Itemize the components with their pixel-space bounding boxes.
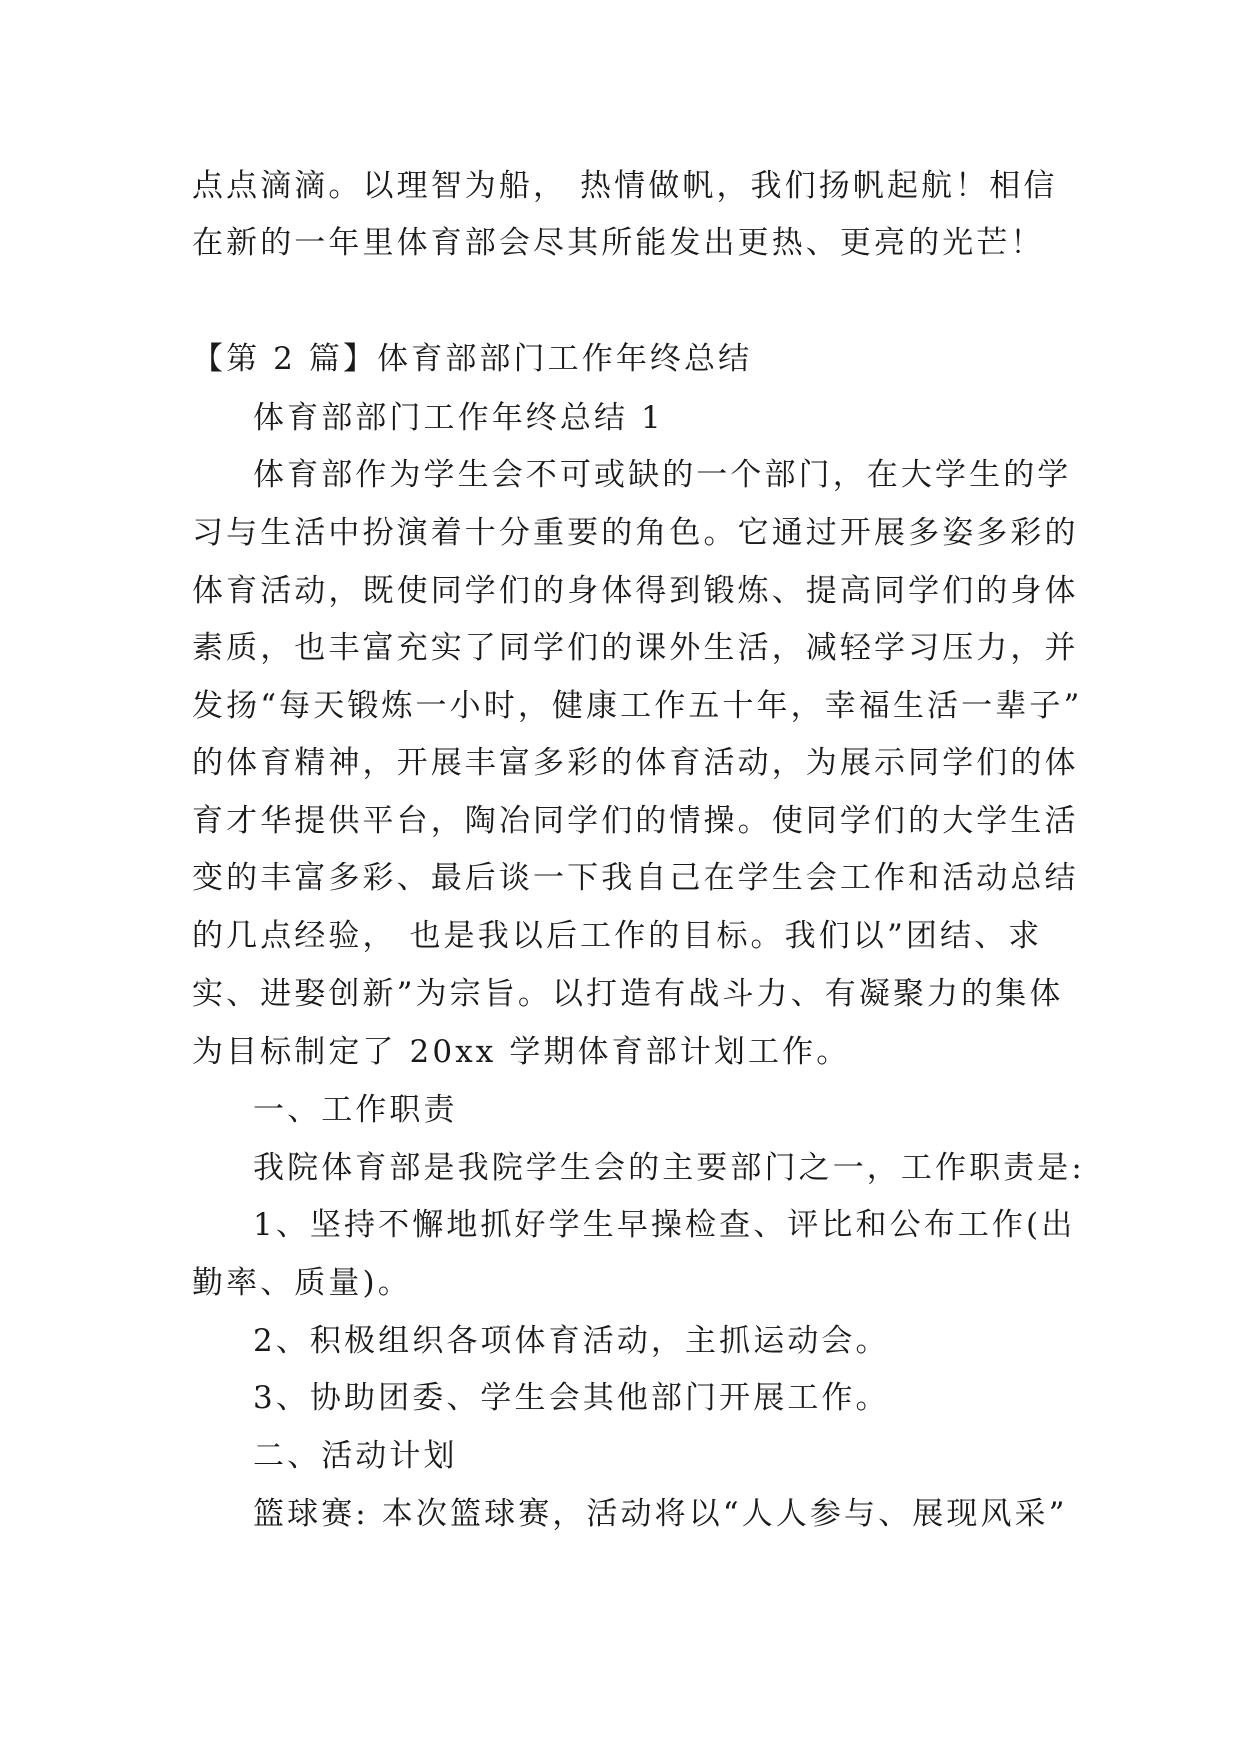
section-heading: 【第 2 篇】体育部部门工作年终总结 xyxy=(192,341,753,377)
paragraph-line: 育才华提供平台，陶冶同学们的情操。使同学们的大学生活 xyxy=(192,803,1079,839)
paragraph-line: 篮球赛: 本次篮球赛，活动将以“人人参与、展现风采” xyxy=(253,1496,1068,1532)
paragraph-line: 实、进娶创新”为宗旨。以打造有战斗力、有凝聚力的集体 xyxy=(192,976,1064,1012)
list-item-continuation: 勤率、质量)。 xyxy=(192,1265,412,1301)
subsection-title: 体育部部门工作年终总结 1 xyxy=(253,400,664,436)
paragraph-line: 习与生活中扮演着十分重要的角色。它通过开展多姿多彩的 xyxy=(192,515,1079,551)
paragraph-line: 体育部作为学生会不可或缺的一个部门，在大学生的学 xyxy=(253,457,1072,493)
paragraph-line: 的几点经验， 也是我以后工作的目标。我们以”团结、求 xyxy=(192,918,1043,954)
list-heading: 二、活动计划 xyxy=(253,1438,458,1474)
list-item: 1、坚持不懈地抓好学生早操检查、评比和公布工作(出 xyxy=(253,1207,1076,1243)
paragraph-line: 为目标制定了 20xx 学期体育部计划工作。 xyxy=(192,1034,851,1070)
paragraph-line: 的体育精神，开展丰富多彩的体育活动，为展示同学们的体 xyxy=(192,745,1079,781)
paragraph-line: 变的丰富多彩、最后谈一下我自己在学生会工作和活动总结 xyxy=(192,860,1079,896)
list-item: 2、积极组织各项体育活动，主抓运动会。 xyxy=(253,1323,890,1359)
paragraph-line: 点点滴滴。以理智为船， 热情做帆，我们扬帆起航！相信 xyxy=(192,168,1058,204)
paragraph-line: 发扬“每天锻炼一小时，健康工作五十年，幸福生活一辈子” xyxy=(192,688,1083,724)
paragraph-line: 体育活动，既使同学们的身体得到锻炼、提高同学们的身体 xyxy=(192,573,1079,609)
list-item: 3、协助团委、学生会其他部门开展工作。 xyxy=(253,1380,890,1416)
list-heading: 一、工作职责 xyxy=(253,1092,458,1128)
paragraph-line: 素质，也丰富充实了同学们的课外生活，减轻学习压力，并 xyxy=(192,630,1079,666)
paragraph-line: 在新的一年里体育部会尽其所能发出更热、更亮的光芒！ xyxy=(192,225,1045,261)
paragraph-line: 我院体育部是我院学生会的主要部门之一，工作职责是: xyxy=(253,1150,1085,1186)
